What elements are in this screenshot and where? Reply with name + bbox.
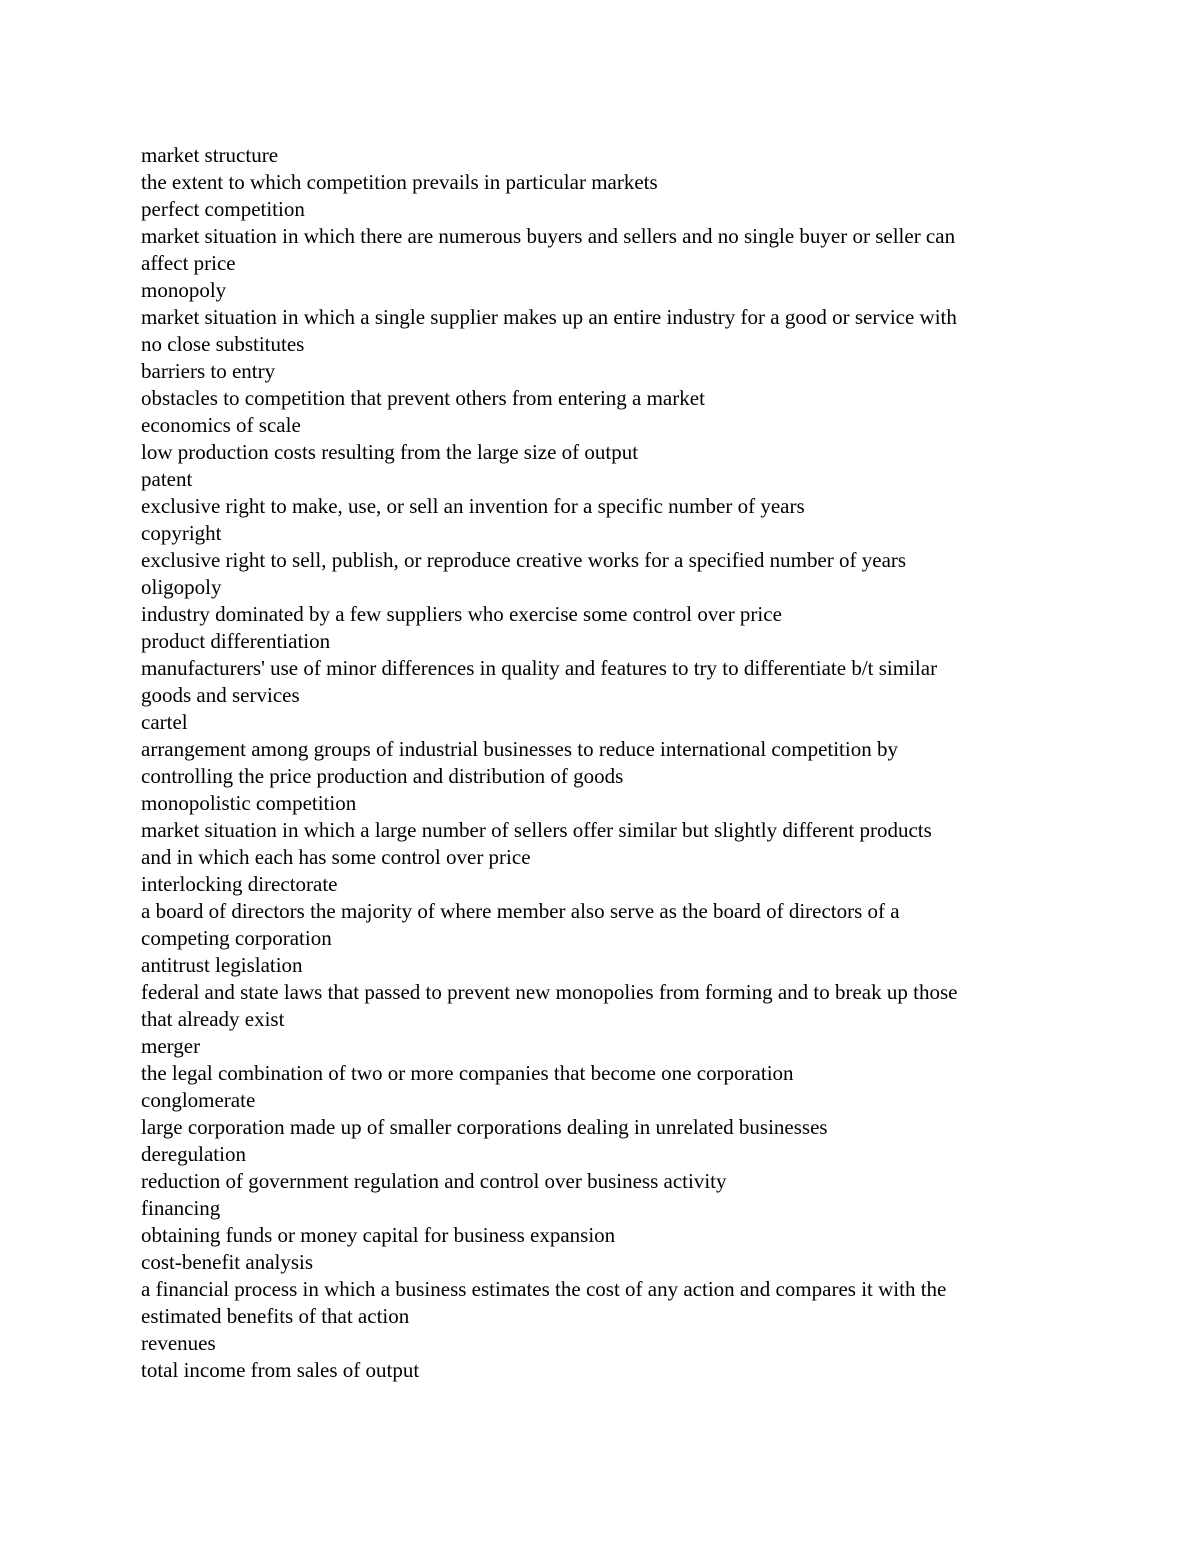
text-line: monopoly (141, 278, 227, 302)
text-line: reduction of government regulation and control over business activity (141, 1169, 727, 1193)
text-line: exclusive right to sell, publish, or reproduce creative works for a specified number of years (141, 548, 907, 572)
text-line: the extent to which competition prevails in particular markets (141, 170, 658, 194)
text-line: no close substitutes (141, 332, 305, 356)
text-line: competing corporation (141, 926, 332, 950)
text-line: goods and services (141, 683, 300, 707)
text-line: manufacturers' use of minor differences in quality and features to try to differentiate b/t similar (141, 656, 938, 680)
text-line: barriers to entry (141, 359, 276, 383)
text-line: merger (141, 1034, 201, 1058)
text-line: market structure (141, 143, 279, 167)
text-line: interlocking directorate (141, 872, 338, 896)
text-line: product differentiation (141, 629, 331, 653)
text-line: industry dominated by a few suppliers who exercise some control over price (141, 602, 782, 626)
text-line: financing (141, 1196, 221, 1220)
text-line: low production costs resulting from the large size of output (141, 440, 639, 464)
text-line: cartel (141, 710, 188, 734)
text-line: that already exist (141, 1007, 285, 1031)
text-line: market situation in which a single supplier makes up an entire industry for a good or service with (141, 305, 957, 329)
text-line: the legal combination of two or more companies that become one corporation (141, 1061, 794, 1085)
text-line: a board of directors the majority of where member also serve as the board of directors of a (141, 899, 900, 923)
text-line: oligopoly (141, 575, 222, 599)
text-line: obtaining funds or money capital for business expansion (141, 1223, 616, 1247)
text-line: federal and state laws that passed to prevent new monopolies from forming and to break up those (141, 980, 958, 1004)
text-line: conglomerate (141, 1088, 256, 1112)
text-line: a financial process in which a business estimates the cost of any action and compares it with the (141, 1277, 947, 1301)
text-line: perfect competition (141, 197, 305, 221)
text-line: market situation in which there are numerous buyers and sellers and no single buyer or seller can (141, 224, 956, 248)
text-line: affect price (141, 251, 236, 275)
text-line: estimated benefits of that action (141, 1304, 410, 1328)
text-line: deregulation (141, 1142, 246, 1166)
text-line: patent (141, 467, 193, 491)
text-line: market situation in which a large number of sellers offer similar but slightly different products (141, 818, 932, 842)
text-line: antitrust legislation (141, 953, 303, 977)
text-line: large corporation made up of smaller corporations dealing in unrelated businesses (141, 1115, 828, 1139)
text-line: controlling the price production and distribution of goods (141, 764, 624, 788)
text-line: and in which each has some control over price (141, 845, 531, 869)
text-line: copyright (141, 521, 222, 545)
text-line: total income from sales of output (141, 1358, 420, 1382)
text-line: revenues (141, 1331, 216, 1355)
text-line: arrangement among groups of industrial businesses to reduce international competition by (141, 737, 898, 761)
text-line: economics of scale (141, 413, 301, 437)
document-body (141, 142, 1081, 1384)
text-line: obstacles to competition that prevent others from entering a market (141, 386, 705, 410)
text-line: exclusive right to make, use, or sell an invention for a specific number of years (141, 494, 805, 518)
text-line: monopolistic competition (141, 791, 357, 815)
text-line: cost-benefit analysis (141, 1250, 314, 1274)
